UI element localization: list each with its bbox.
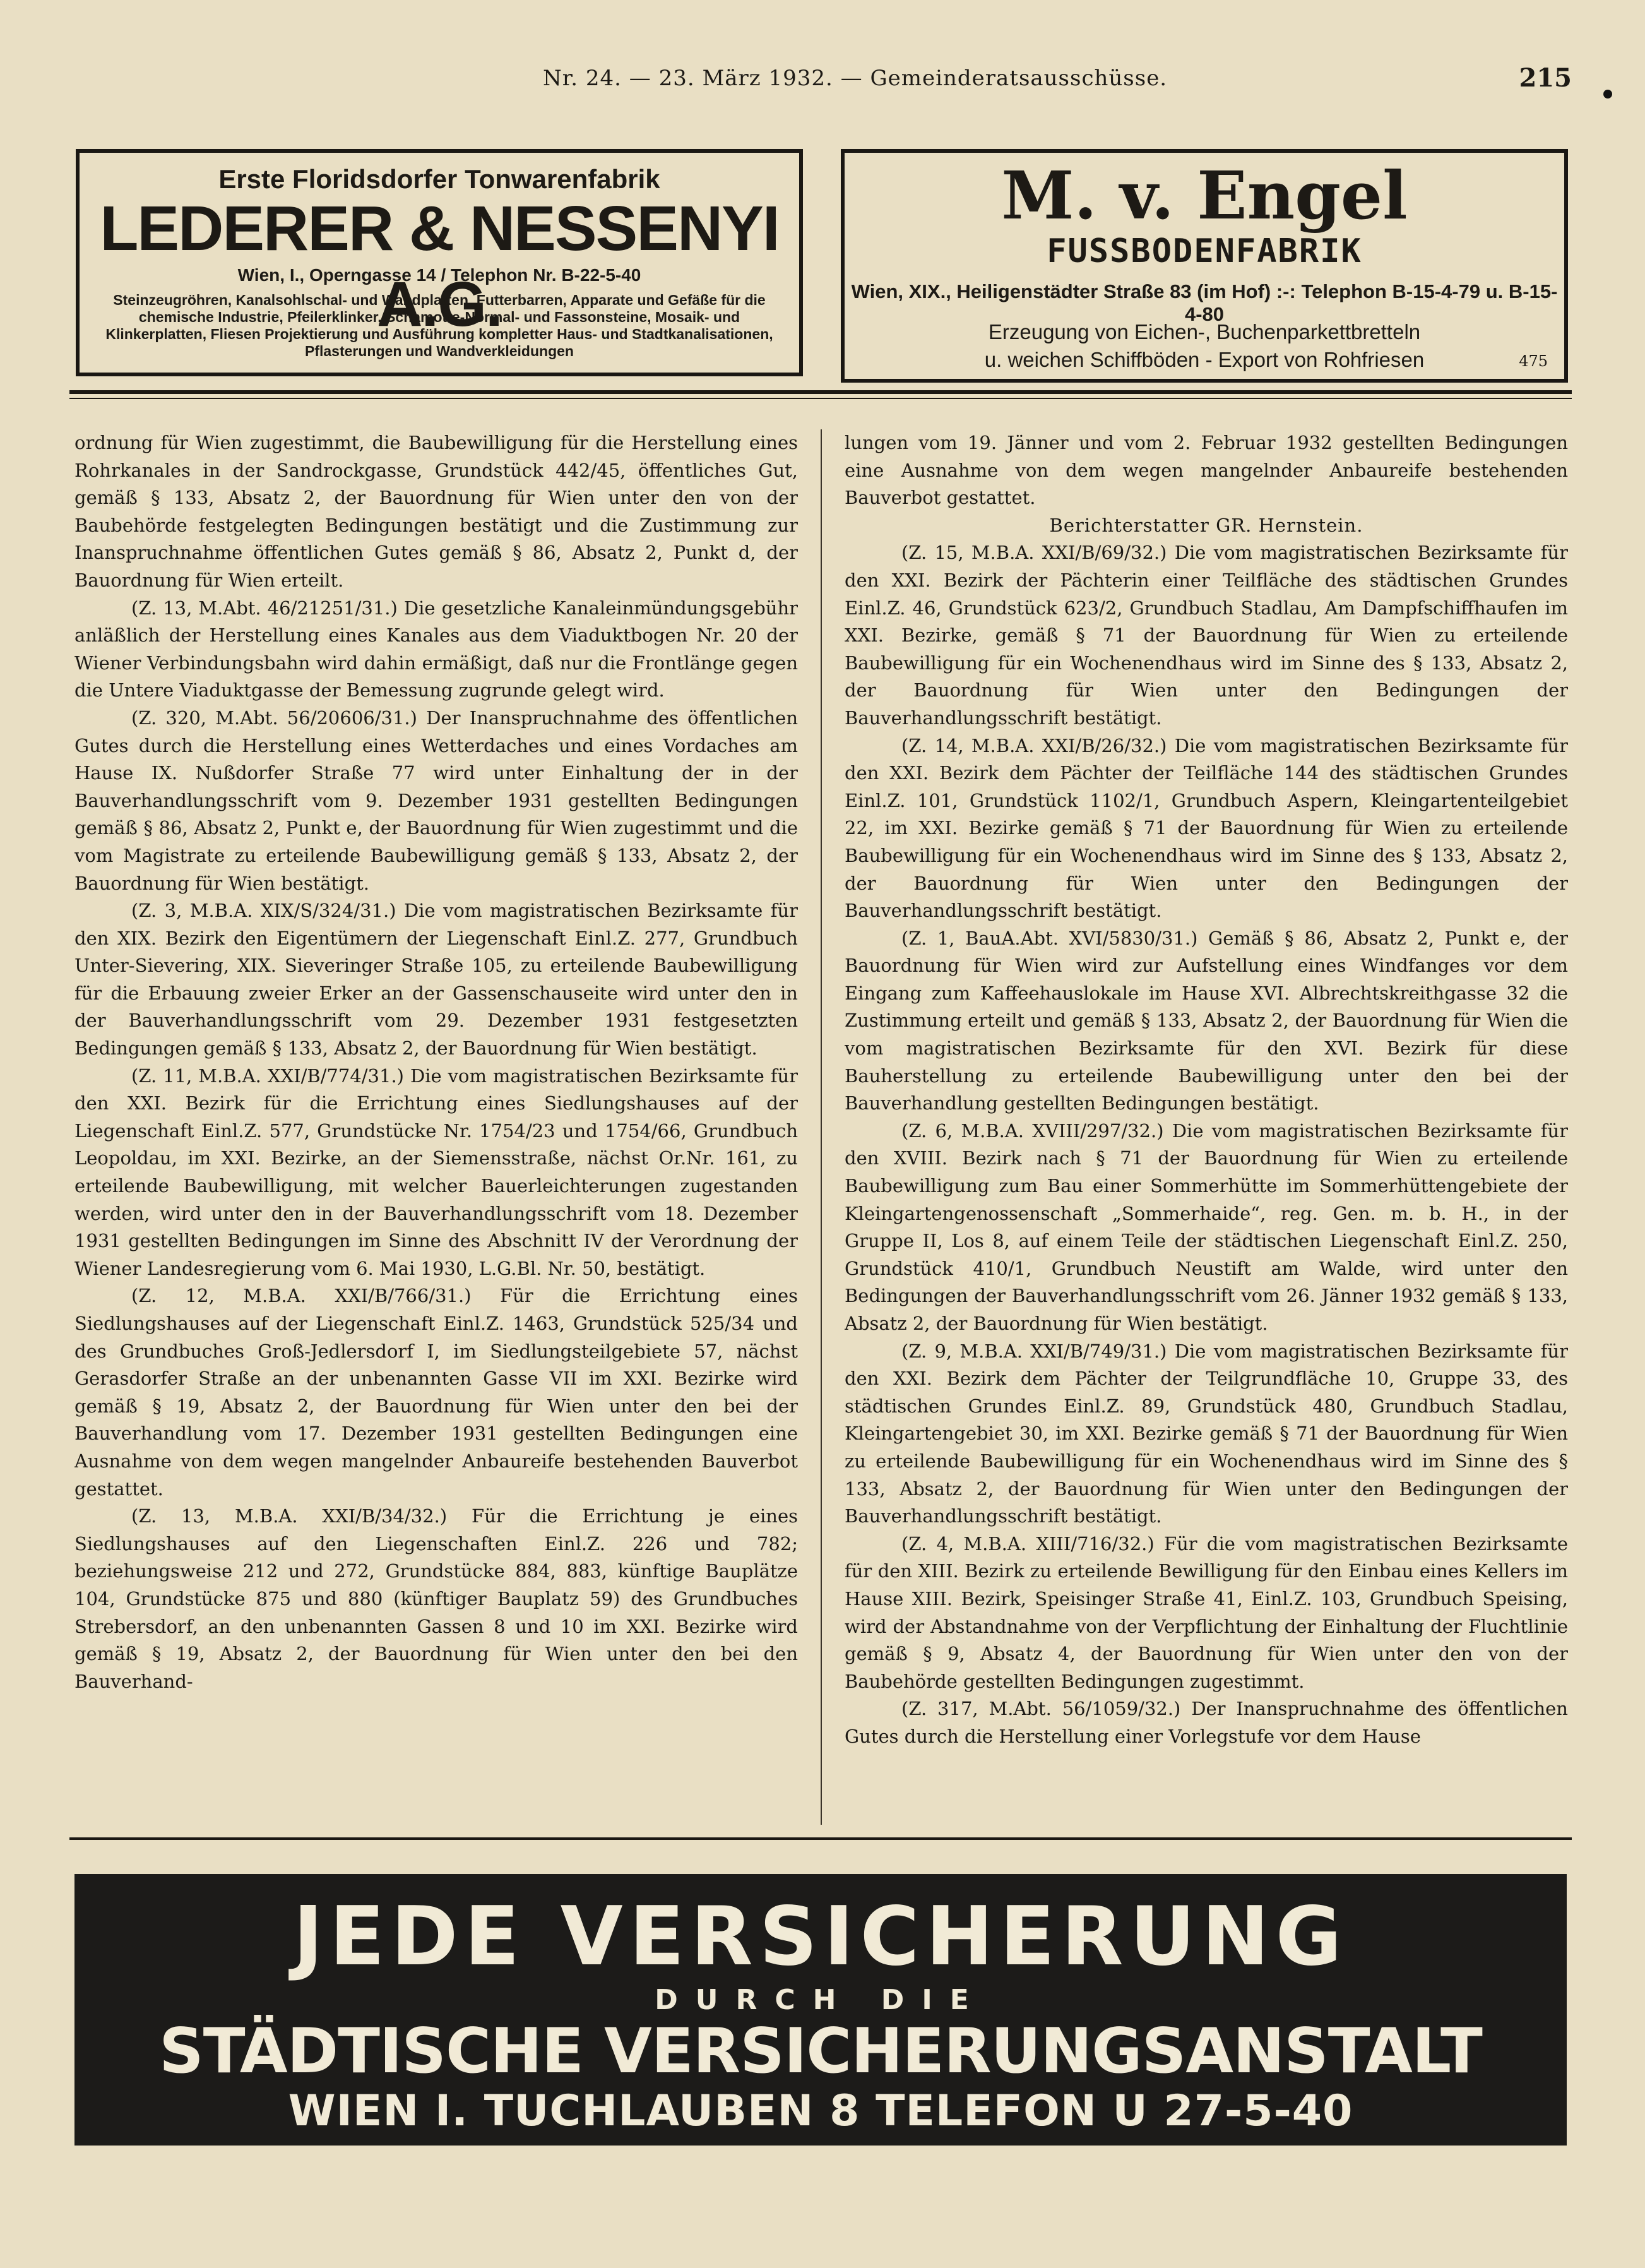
ad-lederer-nessenyi <box>76 149 803 376</box>
paragraph: (Z. 4, M.B.A. XIII/716/32.) Für die vom magistratischen Bezirksamte für den XIII. Bezirk zu erteilende Bewilligung für den Einbau eines Kellers im Hause XIII. Bezirk, Speisinger Straße 41, Einl.Z. 103, Grundbuch Speising, wird der Abstandnahme von der Verpflichtung der Einhaltung der Fluchtlinie gemäß § 9, Absatz 4, der Bauordnung für Wien unter den von der Baubehörde gestellten Bedingungen zugestimmt. <box>845 1532 1568 1692</box>
paragraph: (Z. 14, M.B.A. XXI/B/26/32.) Die vom magistratischen Bezirksamte für den XXI. Bezirk dem Pächter der Teilfläche 144 des städtischen Grundes Einl.Z. 101, Grundstück 1102/1, Grundbuch Aspern, Kleingartenteilgebiet 22, im XXI. Bezirke gemäß § 71 der Bauordnung für Wien zu erteilende Baubewilligung für ein Wochenendhaus wird im Sinne des § 133, Absatz 2, der Bauordnung für Wien unter den Bedingungen der Bauverhandlungsschrift bestätigt. <box>845 734 1568 922</box>
paragraph: (Z. 11, M.B.A. XXI/B/774/31.) Die vom magistratischen Bezirksamte für den XXI. Bezirk für die Errichtung eines Siedlungshauses auf der Liegenschaft Einl.Z. 577, Grundstücke Nr. 1754/23 und 1754/66, Grundbuch Leopoldau, im XXI. Bezirke, an der Siemensstraße, nächst Or.Nr. 161, zu erteilende Baubewilligung, mit welcher Bauerleichterungen zugestanden werden, wird unter den in der Bauverhandlungsschrift vom 18. Dezember 1931 gestellten Bedingungen im Sinne des Abschnitt IV der Verordnung der Wiener Landesregierung vom 6. Mai 1930, L.G.Bl. Nr. 50, bestätigt. <box>74 1065 798 1279</box>
ad-lederer-company: Erste Floridsdorfer Tonwarenfabrik <box>218 164 660 194</box>
ad-lederer-name: LEDERER & NESSENYI A.G. <box>100 193 779 340</box>
paragraph: ordnung für Wien zugestimmt, die Baubewilligung für die Herstellung eines Rohrkanales in der Sandrockgasse, Grundstück 442/45, öffentliches Gut, gemäß § 133, Absatz 2, der Bauordnung für Wien unter den von der Baubehörde festgelegten Bedingungen bestätigt und die Zustimmung zur Inanspruchnahme öffentlichen Gutes gemäß § 86, Absatz 2, Punkt d, der Bauordnung für Wien erteilt. <box>74 432 798 591</box>
header-rule-thin <box>69 398 1572 399</box>
ad-engel <box>841 149 1568 383</box>
paragraph: (Z. 1, BauA.Abt. XVI/5830/31.) Gemäß § 86, Absatz 2, Punkt e, der Bauordnung für Wien wird zur Aufstellung eines Windfanges vor dem Eingang zum Kaffeehauslokale im Hause XVI. Albrechtskreithgasse 32 die Zustimmung erteilt und gemäß § 133, Absatz 2, der Bauordnung für Wien die vom magistratischen Bezirksamte für den XVI. Bezirk für diese Bauherstellung zu erteilende Baubewilligung unter den bei der Bauverhandlung gestellten Bedingungen bestätigt. <box>845 927 1568 1114</box>
corner-dot <box>1603 90 1612 98</box>
ad-engel-address: Wien, XIX., Heiligenstädter Straße 83 (im Hof) :-: Telephon B-15-4-79 u. B-15-4-80 <box>851 280 1558 325</box>
page-number: 215 <box>1519 63 1572 93</box>
header-rule <box>69 390 1572 394</box>
paragraph: (Z. 6, M.B.A. XVIII/297/32.) Die vom magistratischen Bezirksamte für den XVIII. Bezirk nach § 71 der Bauordnung für Wien zu erteilende Baubewilligung zum Bau einer Sommerhütte im Sommerhüttengebiete der Kleingartengenossenschaft „Sommerhaide“, reg. Gen. m. b. H., in der Gruppe II, Los 8, auf einem Teile der städtischen Liegenschaft Einl.Z. 250, Grundstück 410/1, Grundbuch Neustift am Walde, wird unter den Bedingungen der Bauverhandlungsschrift vom 26. Jänner 1932 gemäß § 133, Absatz 2, der Bauordnung für Wien bestätigt. <box>845 1119 1568 1334</box>
ad-versicherungsanstalt <box>74 1874 1567 2146</box>
text-column-right <box>845 429 1568 1825</box>
paragraph: (Z. 320, M.Abt. 56/20606/31.) Der Inanspruchnahme des öffentlichen Gutes durch die Herstellung eines Wetterdaches und eines Vordaches am Hause IX. Nußdorfer Straße 77 wird unter Einhaltung der in der Bauverhandlungsschrift vom 9. Dezember 1931 gestellten Bedingungen gemäß § 86, Absatz 2, Punkt e, der Bauordnung für Wien zugestimmt und die vom Magistrate zu erteilende Baubewilligung gemäß § 133, Absatz 2, der Bauordnung für Wien bestätigt. <box>74 707 798 894</box>
paragraph: (Z. 15, M.B.A. XXI/B/69/32.) Die vom magistratischen Bezirksamte für den XXI. Bezirk der Pächterin einer Teilfläche des städtischen Grundes Einl.Z. 46, Grundstück 623/2, Grundbuch Stadlau, Am Dampfschiffhaufen im XXI. Bezirke, gemäß § 71 der Bauordnung für Wien zu erteilende Baubewilligung für ein Wochenendhaus wird im Sinne des § 133, Absatz 2, der Bauordnung für Wien unter den Bedingungen der Bauverhandlungsschrift bestätigt. <box>845 542 1568 729</box>
rapporteur-line: Berichterstatter GR. Hernstein. <box>1049 514 1363 536</box>
paragraph: lungen vom 19. Jänner und vom 2. Februar 1932 gestellten Bedingungen eine Ausnahme von dem wegen mangelnder Anbaureife bestehenden Bauverbot gestattet. <box>845 432 1568 509</box>
ad-lederer-address: Wien, I., Operngasse 14 / Telephon Nr. B-22-5-40 <box>237 265 641 285</box>
ad-bottom-headline: JEDE VERSICHERUNG <box>293 1890 1348 1984</box>
ad-engel-name: M. v. Engel <box>1001 157 1408 234</box>
ad-engel-business: FUSSBODENFABRIK <box>1047 232 1362 270</box>
ad-engel-products <box>845 318 1564 374</box>
paragraph: (Z. 12, M.B.A. XXI/B/766/31.) Für die Errichtung eines Siedlungshauses auf der Liegenschaft Einl.Z. 1463, Grundstück 525/34 und des Grundbuches Groß-Jedlersdorf I, im Siedlungsteilgebiete 57, nächst Gerasdorfer Straße an der unbenannten Gasse VII im XXI. Bezirke wird gemäß § 19, Absatz 2, der Bauordnung für Wien unter den bei der Bauverhandlung vom 17. Dezember 1931 gestellten Bedingungen eine Ausnahme von dem wegen mangelnder Anbaureife bestehenden Bauverbot gestattet. <box>74 1285 798 1500</box>
ad-bottom-address: WIEN I. TUCHLAUBEN 8 TELEFON U 27-5-40 <box>288 2086 1353 2136</box>
running-header <box>69 61 1572 98</box>
ad-bottom-subline: DURCH DIE <box>655 1984 987 2016</box>
paragraph: (Z. 9, M.B.A. XXI/B/749/31.) Die vom magistratischen Bezirksamte für den XXI. Bezirk dem Pächter der Teilgrundfläche 10, Gruppe 33, des städtischen Grundes Einl.Z. 89, Grundstück 480, Grundbuch Stadlau, Kleingartengebiet 30, im XXI. Bezirke gemäß § 71 der Bauordnung für Wien zu erteilende Baubewilligung für ein Wochenendhaus wird im Sinne des § 133, Absatz 2, der Bauordnung für Wien unter den Bedingungen der Bauverhandlungsschrift bestätigt. <box>845 1340 1568 1527</box>
running-title: Nr. 24. — 23. März 1932. — Gemeinderatsausschüsse. <box>543 66 1168 91</box>
paragraph: (Z. 3, M.B.A. XIX/S/324/31.) Die vom magistratischen Bezirksamte für den XIX. Bezirk den Eigentümern der Liegenschaft Einl.Z. 277, Grundbuch Unter-Sievering, XIX. Sieveringer Straße 105, zu erteilende Baubewilligung für die Erbauung zweier Erker an der Gassenschauseite wird unter den in der Bauverhandlungsschrift vom 29. Dezember 1931 festgesetzten Bedingungen gemäß § 133, Absatz 2, der Bauordnung für Wien bestätigt. <box>74 900 798 1059</box>
footer-rule <box>69 1837 1572 1840</box>
ad-engel-products-line1: Erzeugung von Eichen-, Buchenparkettbretteln <box>988 320 1421 343</box>
ad-bottom-institution: STÄDTISCHE VERSICHERUNGSANSTALT <box>159 2015 1482 2087</box>
ad-engel-products-line2: u. weichen Schiffböden - Export von Rohfriesen <box>984 348 1425 371</box>
ad-engel-number: 475 <box>1519 352 1548 370</box>
paragraph: (Z. 317, M.Abt. 56/1059/32.) Der Inanspruchnahme des öffentlichen Gutes durch die Herstellung einer Vorlegstufe vor dem Hause <box>845 1698 1568 1747</box>
column-divider <box>821 429 822 1825</box>
text-column-left <box>74 429 798 1825</box>
paragraph: (Z. 13, M.Abt. 46/21251/31.) Die gesetzliche Kanaleinmündungsgebühr anläßlich der Herstellung eines Kanales aus dem Viaduktbogen Nr. 20 der Wiener Verbindungsbahn wird dahin ermäßigt, daß nur die Frontlänge gegen die Untere Viaduktgasse der Bemessung zugrunde gelegt wird. <box>74 597 798 701</box>
paragraph: (Z. 13, M.B.A. XXI/B/34/32.) Für die Errichtung je eines Siedlungshauses auf den Liegenschaften Einl.Z. 226 und 782; beziehungsweise 212 und 272, Grundstücke 884, 883, künftige Bauplätze 104, Grundstücke 875 und 880 (künftiger Bauplatz 59) des Grundbuches Strebersdorf, an den unbenannten Gassen 8 und 10 im XXI. Bezirke wird gemäß § 19, Absatz 2, der Bauordnung für Wien unter den bei den Bauverhand- <box>74 1505 798 1692</box>
ad-lederer-products: Steinzeugröhren, Kanalsohlschal- und Wandplatten, Futterbarren, Apparate und Gefäße für die chemische Industrie, Pfeilerklinker, Schamotte-Normal- und Fassonsteine, Mosaik- und Klinkerplatten, Fliesen Projektierung und Ausführung kompletter Haus- und Stadtkanalisationen, Pflasterungen und Wandverkleidungen <box>105 292 773 359</box>
